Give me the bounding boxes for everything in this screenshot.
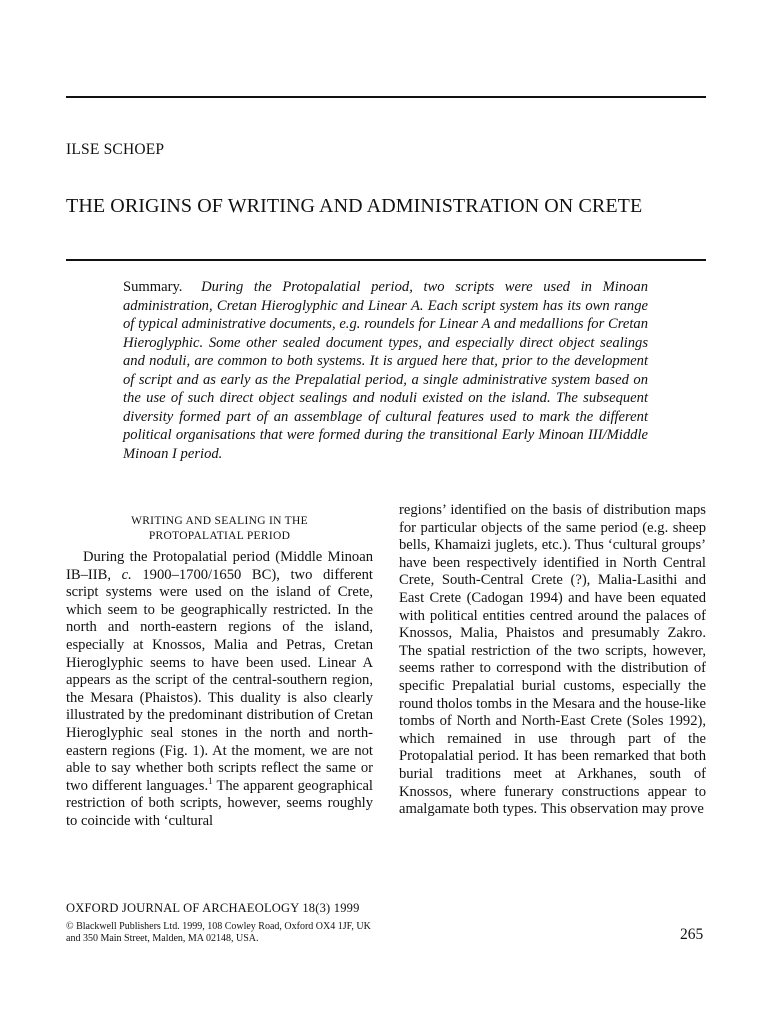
article-title: THE ORIGINS OF WRITING AND ADMINISTRATION ON CRETE [66,195,643,217]
summary-label: Summary. [123,279,183,295]
top-rule [66,96,706,98]
section-heading-line-2: PROTOPALATIAL PERIOD [148,530,291,542]
copyright-line-1: © Blackwell Publishers Ltd. 1999, 108 Cowley Road, Oxford OX4 1JF, UK [66,921,371,932]
journal-citation: OXFORD JOURNAL OF ARCHAEOLOGY 18(3) 1999 [66,901,360,915]
circa-abbrev: c. [121,566,132,583]
title-rule [66,259,706,261]
left-column-text [66,549,373,831]
summary-abstract [123,278,648,463]
footnote-ref[interactable]: 1 [208,775,213,786]
copyright-notice [66,921,486,944]
summary-text: During the Protopalatial period, two scripts were used in Minoan administration, Cretan Hieroglyphic and Linear A. Each script system has its own range of typical administrative documents, e.g. roundels for Linear A and medallions for Cretan Hieroglyphic. Some other sealed document types, and especially direct object sealings and noduli, are common to both systems. It is argued here that, prior to the development of script and as early as the Prepalatial period, a single administrative system based on the use of such direct object sealings and noduli existed on the island. The subsequent diversity formed part of an assemblage of cultural features used to mark the different political organisations that were formed during the transitional Early Minoan III/Middle Minoan I period. [123,279,648,462]
left-col-part-2: 1900–1700/1650 BC), two different script systems were used on the island of Crete, which seem to be geographically restricted. In the north and north-eastern regions of the island, especially at Knossos, Malia and Petras, Cretan Hieroglyphic seems to have been used. Linear A appears as the script of the central-southern region, the Mesara (Phaistos). This duality is also clearly illustrated by the predominant distribution of Cretan Hieroglyphic seal stones in the north and north-eastern regions (Fig. 1). At the moment, we are not able to say whether both scripts reflect the same or two different languages. [66,566,373,794]
section-heading-line-1: WRITING AND SEALING IN THE [131,515,308,527]
left-col-part-3: The apparent geographical restriction of both scripts, however, seems roughly to coincide with ‘cultural [66,777,373,829]
copyright-line-2: and 350 Main Street, Malden, MA 02148, USA. [66,932,259,944]
left-col-part-1: During the Protopalatial period (Middle Minoan IB–IIB, [66,549,373,583]
section-heading [66,514,373,544]
author-name: ILSE SCHOEP [66,141,165,158]
right-column-text: regions’ identified on the basis of distribution maps for particular objects of the same period (e.g. sheep bells, Khamaizi juglets, etc.). Thus ‘cultural groups’ have been respectively identified in North Central Crete, South-Central Crete (?), Malia-Lasithi and East Crete (Cadogan 1994) and have been equated with political entities centred around the palaces of Knossos, Malia, Phaistos and presumably Zakro. The spatial restriction of the two scripts, however, seems rather to correspond with the distribution of specific Prepalatial burial customs, especially the round tholos tombs in the Mesara and the house-like tombs of North and North-East Crete (Soles 1992), which remained in use through part of the Protopalatial period. It has been remarked that both burial traditions meet at Arkhanes, south of Knossos, where funerary constructions appear to amalgamate both types. This observation may prove [399,502,706,818]
page-number: 265 [680,926,704,943]
